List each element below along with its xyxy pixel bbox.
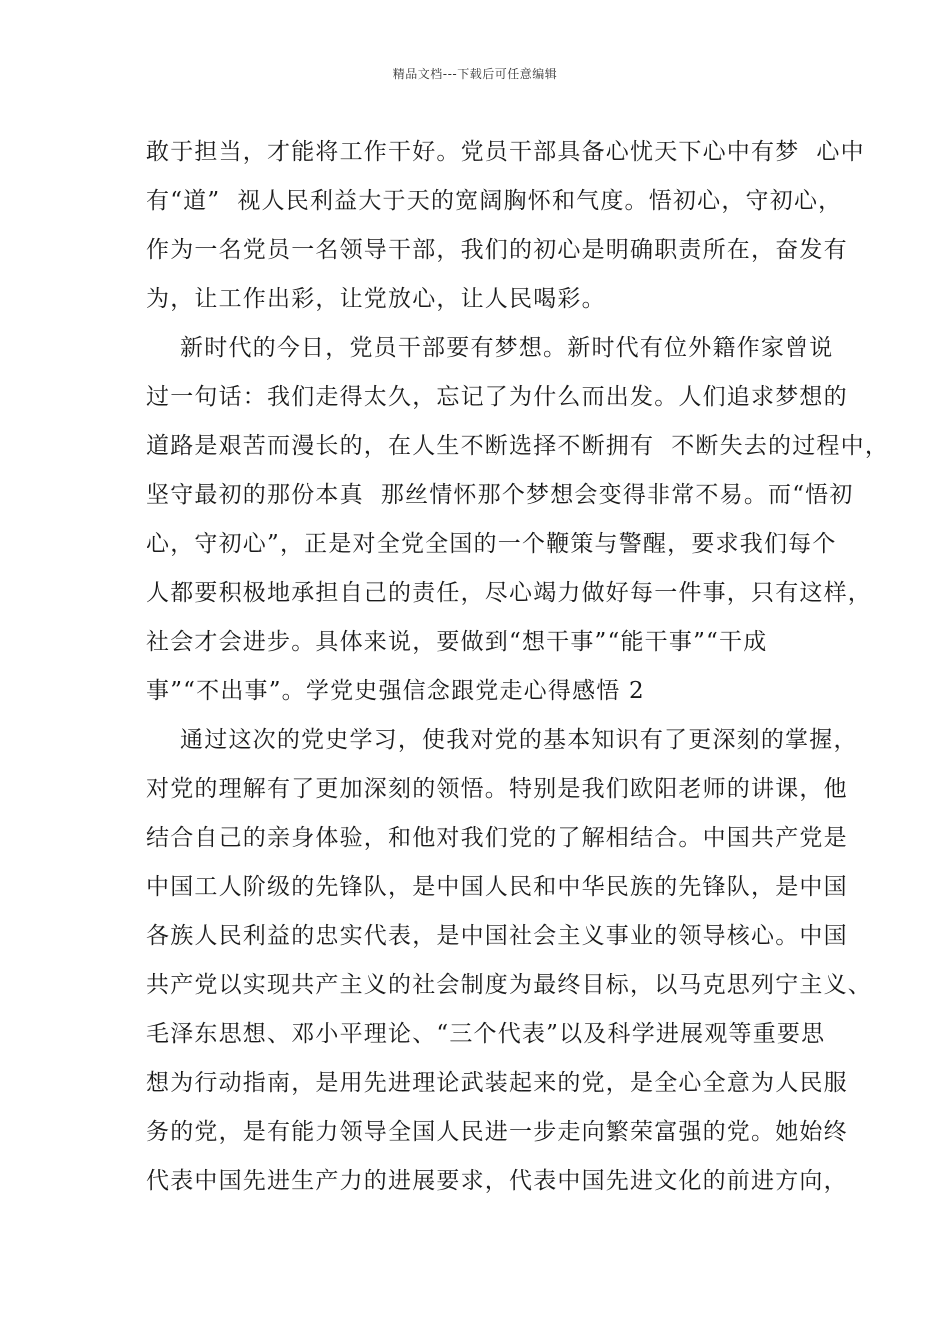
text-line: 各族人民利益的忠实代表，是中国社会主义事业的领导核心。中国 [146,923,848,949]
text-line: 人都要积极地承担自己的责任，尽心竭力做好每一件事，只有这样， [146,580,872,606]
text-line: 对党的理解有了更加深刻的领悟。特别是我们欧阳老师的讲课，他 [146,776,848,802]
text-line: 过一句话：我们走得太久，忘记了为什么而出发。人们追求梦想的 [146,384,848,410]
text-line: 为，让工作出彩，让党放心，让人民喝彩。 [146,286,606,312]
text-line: 道路是艰苦而漫长的，在人生不断选择不断拥有 不断失去的过程中， [146,433,890,459]
text-line: 毛泽东思想、邓小平理论、“三个代表”以及科学进展观等重要思 [146,1021,826,1047]
text-line: 作为一名党员一名领导干部，我们的初心是明确职责所在，奋发有 [146,237,848,263]
text-line: 务的党，是有能力领导全国人民进一步走向繁荣富强的党。她始终 [146,1119,848,1145]
text-line: 心，守初心”，正是对全党全国的一个鞭策与警醒，要求我们每个 [146,531,837,557]
text-line: 代表中国先进生产力的进展要求，代表中国先进文化的前进方向， [146,1168,848,1194]
text-line: 坚守最初的那份本真 那丝情怀那个梦想会变得非常不易。而“悟初 [146,482,854,508]
text-line: 有“道” 视人民利益大于天的宽阔胸怀和气度。悟初心，守初心， [146,188,843,214]
text-line: 结合自己的亲身体验，和他对我们党的了解相结合。中国共产党是 [146,825,848,851]
text-line: 敢于担当，才能将工作干好。党员干部具备心忧天下心中有梦 心中 [146,139,865,165]
text-line: 事”“不出事”。学党史强信念跟党走心得感悟 2 [146,678,645,704]
text-line: 社会才会进步。具体来说，要做到“想干事”“能干事”“干成 [146,629,768,655]
text-line: 通过这次的党史学习，使我对党的基本知识有了更深刻的掌握， [146,727,858,753]
text-line: 共产党以实现共产主义的社会制度为最终目标，以马克思列宁主义、 [146,972,872,998]
page-header: 精品文档---下载后可任意编辑 [392,67,558,81]
text-line: 想为行动指南，是用先进理论武装起来的党，是全心全意为人民服 [146,1070,848,1096]
text-line: 新时代的今日，党员干部要有梦想。新时代有位外籍作家曾说 [146,335,834,361]
text-line: 中国工人阶级的先锋队，是中国人民和中华民族的先锋队，是中国 [146,874,848,900]
